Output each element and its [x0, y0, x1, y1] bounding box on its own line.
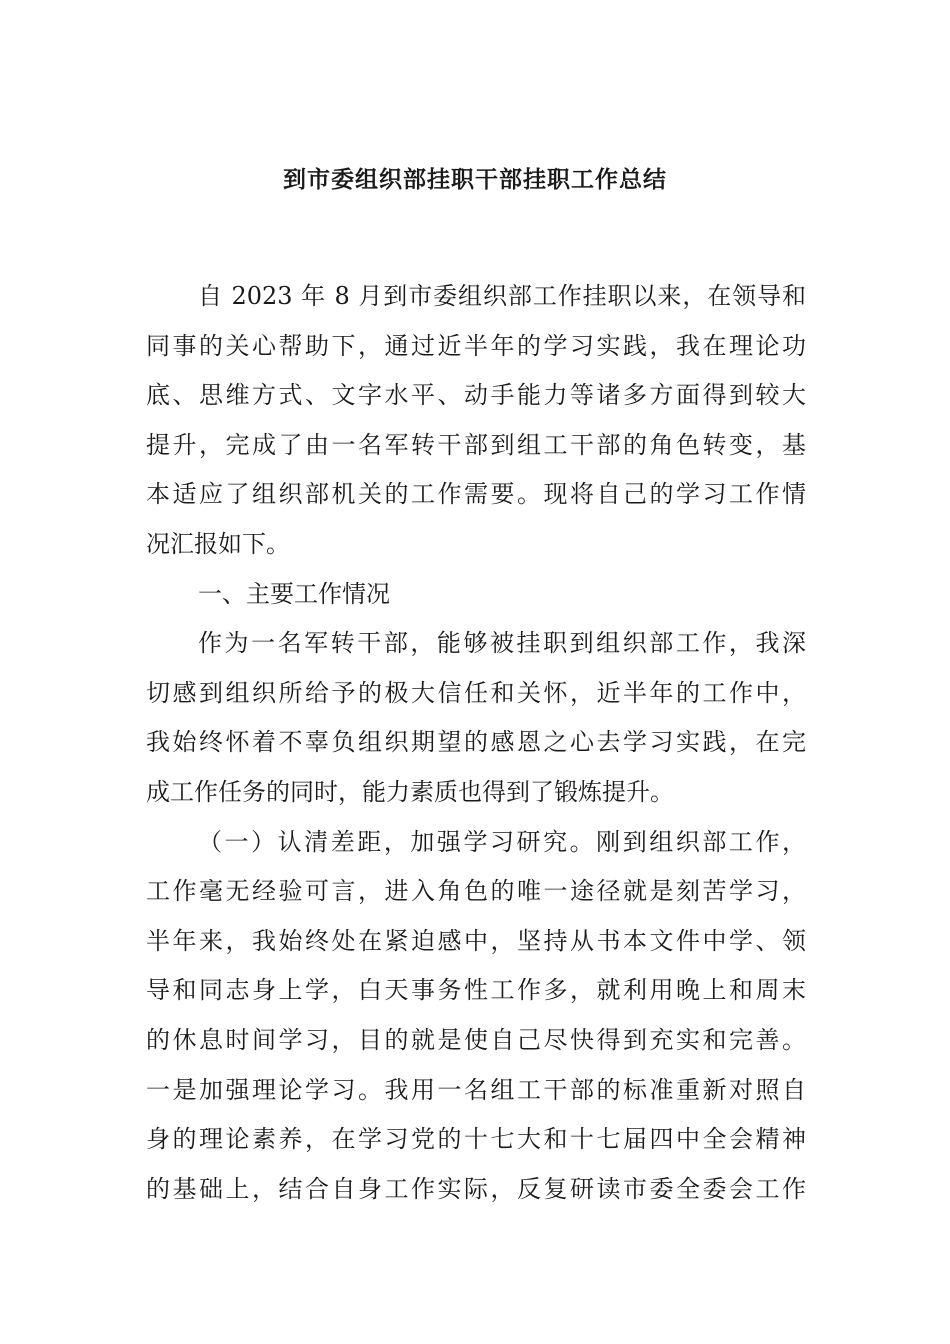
paragraph-line: （一）认清差距，加强学习研究。刚到组织部工作，: [198, 827, 806, 856]
paragraph-line: 我始终怀着不辜负组织期望的感恩之心去学习实践，在完: [146, 728, 806, 757]
paragraph-line: 导和同志身上学，白天事务性工作多，就利用晚上和周末: [146, 976, 806, 1005]
section-heading: 一、主要工作情况: [198, 579, 390, 608]
paragraph-line: 成工作任务的同时，能力素质也得到了锻炼提升。: [146, 777, 674, 806]
paragraph-line: 切感到组织所给予的极大信任和关怀，近半年的工作中，: [146, 678, 806, 707]
paragraph-line: 同事的关心帮助下，通过近半年的学习实践，我在理论功: [146, 331, 806, 360]
paragraph-line: 提升，完成了由一名军转干部到组工干部的角色转变，基: [146, 430, 806, 459]
paragraph-line: 本适应了组织部机关的工作需要。现将自己的学习工作情: [146, 480, 806, 509]
paragraph-line: 身的理论素养，在学习党的十七大和十七届四中全会精神: [146, 1125, 806, 1154]
document-body: [146, 272, 806, 1214]
paragraph-line: 半年来，我始终处在紧迫感中，坚持从书本文件中学、领: [146, 926, 806, 955]
paragraph-line: 的休息时间学习，目的就是使自己尽快得到充实和完善。: [146, 1025, 806, 1054]
paragraph-line: 自 2023 年 8 月到市委组织部工作挂职以来，在领导和: [198, 282, 806, 310]
paragraph-line: 一是加强理论学习。我用一名组工干部的标准重新对照自: [146, 1075, 806, 1104]
paragraph-line: 工作毫无经验可言，进入角色的唯一途径就是刻苦学习，: [146, 877, 806, 906]
document-title: 到市委组织部挂职干部挂职工作总结: [283, 167, 667, 193]
paragraph-line: 底、思维方式、文字水平、动手能力等诸多方面得到较大: [146, 381, 806, 410]
paragraph-line: 作为一名军转干部，能够被挂职到组织部工作，我深: [198, 629, 806, 658]
paragraph-line: 况汇报如下。: [146, 529, 290, 558]
paragraph-line: 的基础上，结合自身工作实际，反复研读市委全委会工作: [146, 1174, 806, 1203]
